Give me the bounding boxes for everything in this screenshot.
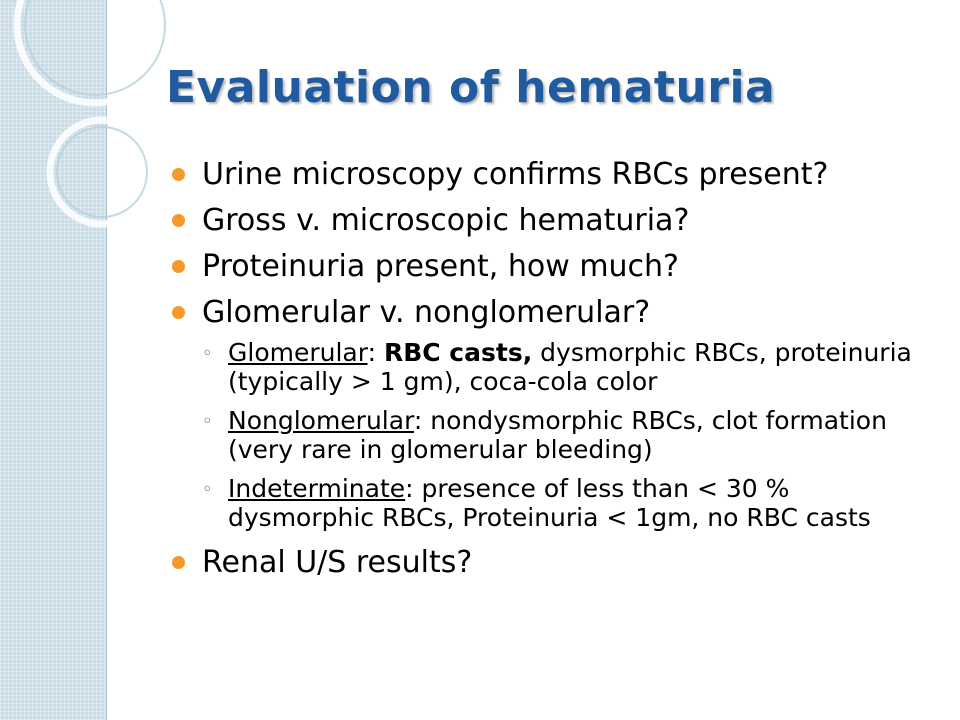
sub-bullet-list <box>202 338 932 532</box>
sub-bullet-separator: : <box>367 338 384 367</box>
sub-bullet-icon: ◦ <box>202 479 213 500</box>
slide-body <box>172 154 932 588</box>
bullet-item <box>172 154 932 196</box>
bullet-text: Urine microscopy confirms RBCs present? <box>202 157 829 192</box>
sub-bullet-term: Glomerular <box>228 338 368 367</box>
bullet-item <box>172 246 932 288</box>
bullet-text: Proteinuria present, how much? <box>202 249 679 284</box>
sub-bullet-separator: : <box>413 406 431 435</box>
bullet-text: Renal U/S results? <box>202 545 473 580</box>
bullet-item <box>172 292 932 334</box>
sub-bullet-item <box>202 474 932 532</box>
sub-bullet-item <box>202 338 932 396</box>
sub-bullet-icon: ◦ <box>202 343 213 364</box>
sub-bullet-icon: ◦ <box>202 411 213 432</box>
sub-bullet-emphasis: RBC casts, <box>383 338 533 367</box>
sub-bullet-text: presence of less than < 30 % dysmorphic RBCs, Proteinuria < 1gm, no RBC casts <box>228 474 871 532</box>
sub-bullet-text: dysmorphic RBCs, proteinuria (typically > 1 gm), coca-cola color <box>228 338 912 396</box>
bullet-item <box>172 200 932 242</box>
bullet-icon <box>172 260 185 273</box>
sub-bullet-text: nondysmorphic RBCs, clot formation (very rare in glomerular bleeding) <box>228 406 887 464</box>
slide-title: Evaluation of hematuria <box>166 62 776 113</box>
bullet-icon <box>172 556 185 569</box>
sub-bullet-term: Indeterminate <box>228 474 406 503</box>
sub-bullet-separator: : <box>405 474 422 503</box>
bullet-icon <box>172 168 185 181</box>
bullet-icon <box>172 306 185 319</box>
sub-bullet-term: Nonglomerular <box>228 406 414 435</box>
bullet-text: Glomerular v. nonglomerular? <box>202 295 651 330</box>
bullet-text: Gross v. microscopic hematuria? <box>202 203 690 238</box>
sub-bullet-item <box>202 406 932 464</box>
bullet-item <box>172 542 932 584</box>
bullet-icon <box>172 214 185 227</box>
